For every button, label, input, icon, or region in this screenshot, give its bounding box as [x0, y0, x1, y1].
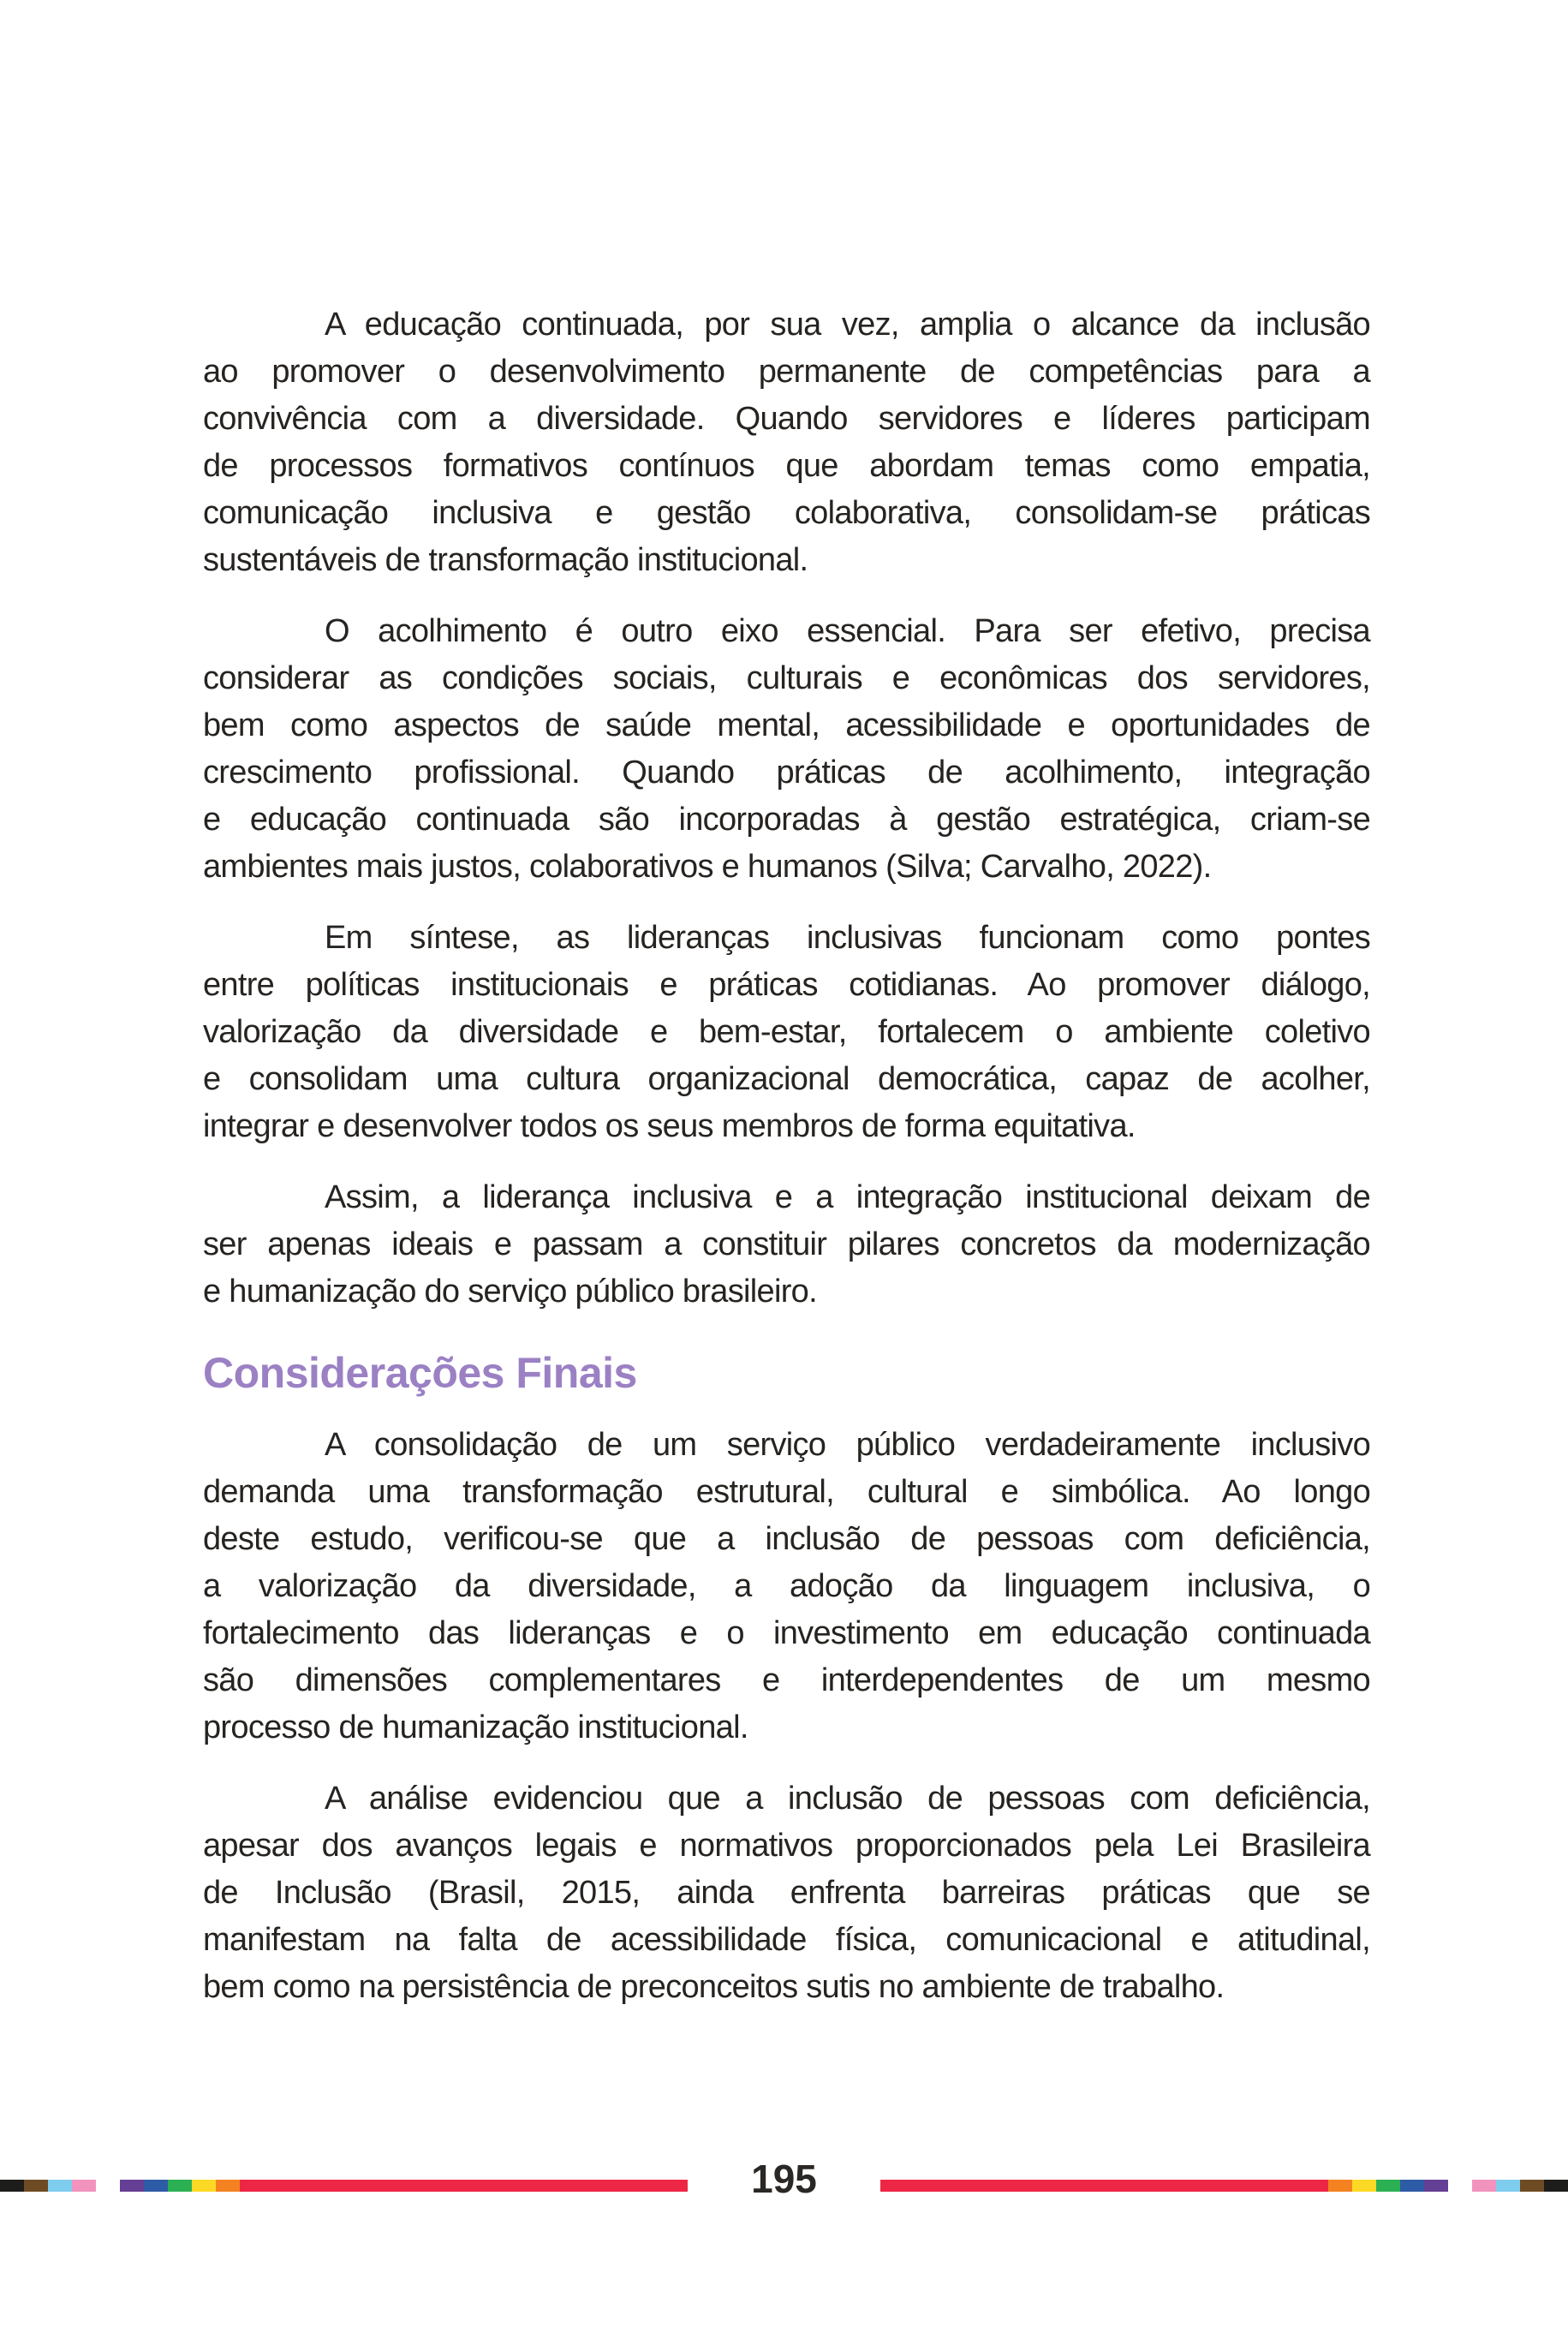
text-line: comunicação inclusiva e gestão colaborativa, consolidam-se práticas	[203, 495, 1370, 531]
body-text	[203, 301, 1370, 2035]
paragraph	[203, 608, 1370, 891]
page-number: 195	[751, 2157, 817, 2201]
flag-gap	[1448, 2180, 1472, 2192]
text-line: crescimento profissional. Quando práticas de acolhimento, integração	[203, 755, 1370, 791]
text-line: convivência com a diversidade. Quando servidores e líderes participam	[203, 401, 1370, 437]
flag-segment-light-blue	[48, 2180, 72, 2192]
paragraph	[203, 1422, 1370, 1751]
flag-segment-yellow	[192, 2180, 216, 2192]
paragraph	[203, 1174, 1370, 1316]
text-line: fortalecimento das lideranças e o investimento em educação continuada	[203, 1615, 1370, 1651]
pride-flag-bar-right	[880, 2180, 1568, 2192]
flag-segment-green	[168, 2180, 192, 2192]
text-line: manifestam na falta de acessibilidade física, comunicacional e atitudinal,	[203, 1922, 1370, 1958]
flag-segment-red	[880, 2180, 1328, 2192]
text-line: entre políticas institucionais e práticas cotidianas. Ao promover diálogo,	[203, 967, 1370, 1003]
flag-segment-black	[0, 2180, 24, 2192]
flag-segment-purple	[120, 2180, 144, 2192]
flag-segment-orange	[1328, 2180, 1352, 2192]
text-line: ambientes mais justos, colaborativos e humanos (Silva; Carvalho, 2022).	[203, 849, 1212, 885]
flag-segment-purple	[1424, 2180, 1448, 2192]
text-line: ao promover o desenvolvimento permanente de competências para a	[203, 354, 1370, 390]
flag-segment-blue	[1400, 2180, 1424, 2192]
section-heading: Considerações Finais	[203, 1349, 637, 1397]
flag-segment-red	[240, 2180, 688, 2192]
flag-segment-green	[1376, 2180, 1400, 2192]
paragraph	[203, 301, 1370, 584]
text-line: e consolidam uma cultura organizacional democrática, capaz de acolher,	[203, 1061, 1370, 1097]
text-line: e humanização do serviço público brasileiro.	[203, 1274, 817, 1310]
pride-flag-bar-left	[0, 2180, 688, 2192]
flag-segment-light-blue	[1496, 2180, 1520, 2192]
text-line: ser apenas ideais e passam a constituir pilares concretos da modernização	[203, 1226, 1370, 1262]
text-line: A consolidação de um serviço público verdadeiramente inclusivo	[325, 1427, 1370, 1463]
text-line: A análise evidenciou que a inclusão de pessoas com deficiência,	[325, 1781, 1370, 1817]
text-line: bem como na persistência de preconceitos sutis no ambiente de trabalho.	[203, 1969, 1225, 2005]
text-line: bem como aspectos de saúde mental, acessibilidade e oportunidades de	[203, 707, 1370, 743]
text-line: integrar e desenvolver todos os seus membros de forma equitativa.	[203, 1108, 1136, 1144]
flag-segment-yellow	[1352, 2180, 1376, 2192]
flag-segment-orange	[216, 2180, 240, 2192]
text-line: de processos formativos contínuos que abordam temas como empatia,	[203, 448, 1370, 484]
text-line: considerar as condições sociais, culturais e econômicas dos servidores,	[203, 660, 1370, 696]
text-line: e educação continuada são incorporadas à gestão estratégica, criam-se	[203, 802, 1370, 838]
flag-segment-blue	[144, 2180, 168, 2192]
text-line: a valorização da diversidade, a adoção da linguagem inclusiva, o	[203, 1568, 1370, 1604]
text-line: sustentáveis de transformação institucional.	[203, 542, 808, 578]
flag-segment-brown	[1520, 2180, 1544, 2192]
text-line: de Inclusão (Brasil, 2015, ainda enfrenta barreiras práticas que se	[203, 1875, 1370, 1911]
text-line: apesar dos avanços legais e normativos proporcionados pela Lei Brasileira	[203, 1828, 1370, 1864]
text-line: são dimensões complementares e interdependentes de um mesmo	[203, 1662, 1370, 1698]
text-line: deste estudo, verificou-se que a inclusão de pessoas com deficiência,	[203, 1521, 1370, 1557]
flag-segment-pink	[1472, 2180, 1496, 2192]
text-line: Assim, a liderança inclusiva e a integração institucional deixam de	[325, 1179, 1370, 1215]
text-line: valorização da diversidade e bem-estar, fortalecem o ambiente coletivo	[203, 1014, 1370, 1050]
flag-segment-pink	[72, 2180, 96, 2192]
text-line: processo de humanização institucional.	[203, 1709, 748, 1745]
paragraph	[203, 1775, 1370, 2011]
flag-segment-black	[1544, 2180, 1568, 2192]
flag-segment-brown	[24, 2180, 48, 2192]
text-line: Em síntese, as lideranças inclusivas funcionam como pontes	[325, 920, 1370, 956]
flag-gap	[96, 2180, 120, 2192]
text-line: demanda uma transformação estrutural, cultural e simbólica. Ao longo	[203, 1474, 1370, 1510]
text-line: O acolhimento é outro eixo essencial. Para ser efetivo, precisa	[325, 613, 1370, 649]
paragraph	[203, 915, 1370, 1150]
text-line: A educação continuada, por sua vez, amplia o alcance da inclusão	[325, 307, 1370, 343]
